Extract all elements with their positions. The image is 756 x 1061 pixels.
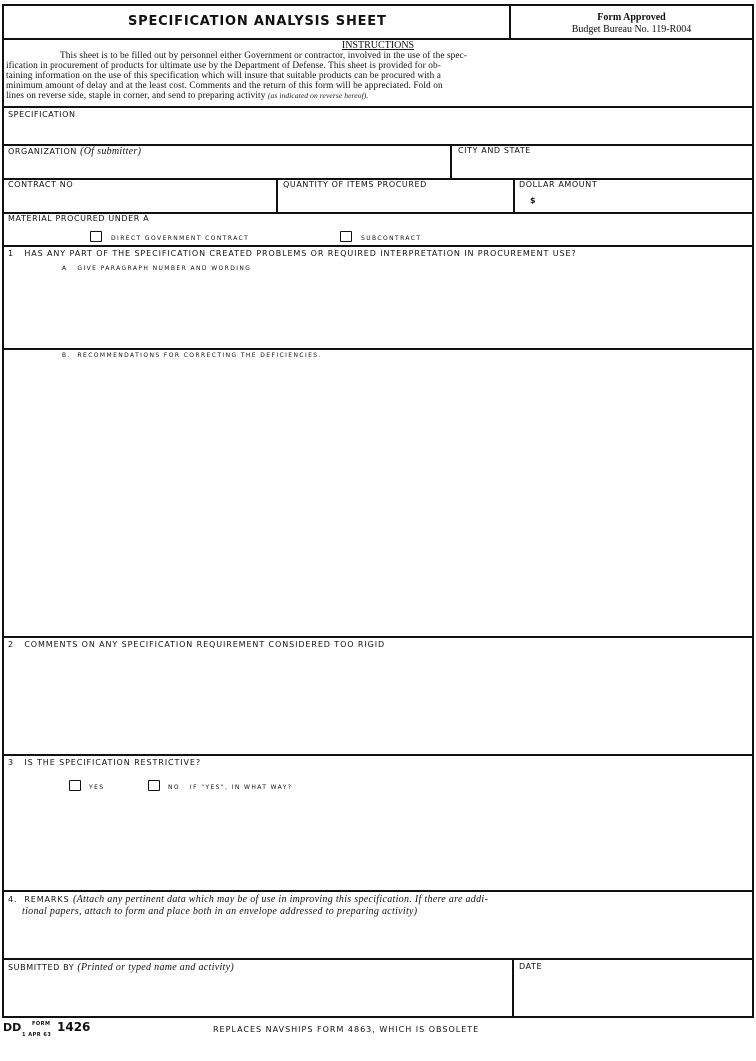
subcontract-label: SUBCONTRACT <box>361 235 422 242</box>
footer-dd: DD <box>3 1021 22 1034</box>
contract-no-field[interactable] <box>4 180 276 212</box>
subcontract-checkbox[interactable] <box>340 231 352 242</box>
instructions-line-5-italic: (as indicated on reverse hereof). <box>267 91 369 100</box>
question-1-label: 1 HAS ANY PART OF THE SPECIFICATION CREATED PROBLEMS OR REQUIRED INTERPRETATION IN PROCUREMENT USE? <box>8 249 577 258</box>
date-label: DATE <box>519 962 543 971</box>
quantity-label: QUANTITY OF ITEMS PROCURED <box>283 180 427 189</box>
question-4-label <box>8 894 488 905</box>
submitted-by-label-text: SUBMITTED BY <box>8 963 75 972</box>
yes-label: YES <box>89 784 105 791</box>
instructions-heading: INSTRUCTIONS <box>341 40 415 51</box>
row-line-q3-top <box>2 754 754 756</box>
question-4-note-2: tional papers, attach to form and place both in an envelope addressed to preparing activity) <box>22 906 418 917</box>
footer-replaces-notice: REPLACES NAVSHIPS FORM 4863, WHICH IS OBSOLETE <box>213 1025 480 1034</box>
organization-label-text: ORGANIZATION <box>8 147 77 156</box>
question-1a-label: A GIVE PARAGRAPH NUMBER AND WORDING <box>62 265 252 272</box>
specification-label: SPECIFICATION <box>8 110 76 119</box>
form-title: SPECIFICATION ANALYSIS SHEET <box>128 14 387 29</box>
no-checkbox[interactable] <box>148 780 160 791</box>
row-line-q1-top <box>2 245 754 247</box>
instructions-line-1: This sheet is to be filled out by personnel either Government or contractor, involved in the use of the spec- <box>60 51 468 61</box>
contract-divider-2 <box>513 178 515 212</box>
question-3-label: 3 IS THE SPECIFICATION RESTRICTIVE? <box>8 758 201 767</box>
frame-right <box>752 4 754 1018</box>
date-field[interactable] <box>514 974 752 1016</box>
row-line-q4-top <box>2 890 754 892</box>
specification-field[interactable] <box>4 108 752 144</box>
quantity-field[interactable] <box>278 180 513 212</box>
direct-government-checkbox[interactable] <box>90 231 102 242</box>
submitted-by-field[interactable] <box>4 974 512 1016</box>
dollar-amount-field[interactable] <box>540 194 752 212</box>
material-procured-label: MATERIAL PROCURED UNDER A <box>8 214 150 223</box>
direct-government-label: DIRECT GOVERNMENT CONTRACT <box>111 235 250 242</box>
question-1b-field[interactable] <box>4 362 752 636</box>
question-4-field[interactable] <box>4 920 752 958</box>
city-state-field[interactable] <box>452 146 752 178</box>
dollar-amount-label: DOLLAR AMOUNT <box>519 180 598 189</box>
city-state-label: CITY AND STATE <box>458 146 531 155</box>
instructions-line-5 <box>6 91 368 101</box>
dollar-sign: $ <box>530 196 536 205</box>
question-2-field[interactable] <box>4 652 752 754</box>
frame-top <box>2 4 754 6</box>
question-3-field[interactable] <box>4 796 752 890</box>
row-line-q1b-top <box>2 348 754 350</box>
footer-form-number: 1426 <box>57 1020 91 1034</box>
organization-field[interactable] <box>4 146 450 178</box>
contract-no-label: CONTRACT NO <box>8 180 74 189</box>
frame-bottom <box>2 1016 754 1018</box>
footer-form-date: 1 APR 63 <box>22 1032 52 1038</box>
question-4-note-1: (Attach any pertinent data which may be of use in improving this specification. If there are addi- <box>72 894 489 905</box>
footer-form-word: FORM <box>32 1021 51 1027</box>
question-4-label-text: 4. REMARKS <box>8 895 70 904</box>
question-1b-label: B. RECOMMENDATIONS FOR CORRECTING THE DEFICIENCIES. <box>62 352 322 359</box>
submitted-by-label <box>8 962 234 973</box>
yes-checkbox[interactable] <box>69 780 81 791</box>
question-2-label: 2 COMMENTS ON ANY SPECIFICATION REQUIREMENT CONSIDERED TOO RIGID <box>8 640 386 649</box>
row-line-q2-top <box>2 636 754 638</box>
no-label: NO IF "YES", IN WHAT WAY? <box>168 784 293 791</box>
instructions-line-3: taining information on the use of this specification which will insure that suitable products can be procured with a <box>6 71 442 81</box>
instructions-line-2: ification in procurement of products for ultimate use by the Department of Defense. This sheet is provided for ob- <box>6 61 441 71</box>
question-1a-field[interactable] <box>4 276 752 348</box>
instructions-line-5-text: lines on reverse side, staple in corner, and send to preparing activity <box>6 91 266 101</box>
budget-bureau-number: Budget Bureau No. 119-R004 <box>571 24 692 35</box>
row-line-signature-top <box>2 958 754 960</box>
instructions-line-4: minimum amount of delay and at the least cost. Comments and the return of this form will be appreciated. Fold on <box>6 81 443 91</box>
form-approved-label: Form Approved <box>597 12 666 23</box>
submitted-by-note: (Printed or typed name and activity) <box>77 962 234 973</box>
organization-label-note: (Of submitter) <box>80 146 142 157</box>
